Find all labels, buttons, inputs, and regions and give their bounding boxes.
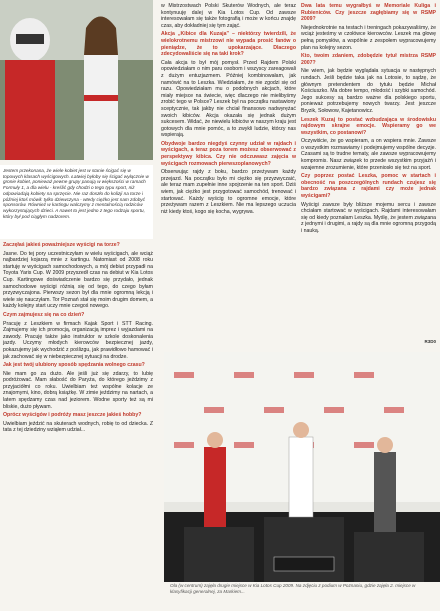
question-10: Czy poprzez postać Leszka, pomoc w startach i obecność na poszczególnych rundach czujesz się bardzo związana z rajdami czy może jednak wyścigami? [301,173,436,200]
answer-5: Cała akcja to był mój pomysł. Przed Rajdem Polski opowiedziałam o nim paru osobom i wszyscy zareagowali z dużym entuzjazmem. Później kombinowałam, jak namówić na to Leszka. Wiedziałam, że nie zgodzi się od razu. Opowiedziałam mu o podobnych akcjach, które miały miejsce na świecie, więc dlaczego nie mielibyśmy zrobić tego w Polsce? Leszek był na początku nastawiony sceptycznie, tak jakby nie chciał finansowo nadwyrężać swoich kibiców. Akcja okazała się jednak dużym sukcesem. Widać, że niewielu kibiców w naszym kraju jest gotowych dla mnie pomóc, a to zwykli ludzie, którzy nas wspierają. [161,59,296,139]
question-8: Kto, twoim zdaniem, zdobędzie tytuł mistrza RSMP 2007? [301,53,436,66]
answer-4: Uwielbiam jeździć na skuterach wodnych, robię to od dziecka. Z tata z tej dziedziny wziąłem udział... [3,420,153,434]
page-number: R3D0 [424,339,436,344]
answer-1: Jasne. Do tej pory uczestniczyłam w wielu wyścigach, ale wciąż najbardziej kojarzą mnie z kartingu. Natomiast od 2008 roku startuję w wyścigach samochodowych, a mój debiut przypadł na Toyota Yaris Cup. W 2009 przyszedł czas na debiut w Kia Lotos Cup. Kartingowe doświadczenie bardzo się przydało, jednak samochodowe wyścigi różnią się od tego, do czego byłam przyzwyczajona. Pierwszy sezon był dla mnie ogromną lekcją i wiele się nauczyłam. Tor Poznań stał się moim drugim domem, a każdy kolejny start uczy mnie czegoś nowego. [3,250,153,310]
photo-quote-caption: Jestem przekonana, że wiele kobiet jest w stanie ścigać się w topowych klasach wyścigowych. Łatwiej byłoby się ścigać wyłącznie w gronie kobiet, ponieważ pewne grupy panują w większości w ramach Formuły 1, a dla wielu - kreślić gdy chodzi o tego typu sport, niż odpowiadają kobiety na sprzęcie. Nie raz doszło do kolizji na torze i później ktoś mówił: tylko dziewczyna - wtedy ciężko jest nam zdobyć sponsorów. Również w kartingu walczymy z mentalnością rodziców wykorzystujących dzieci. A nawet to jest jedno z tego rodzaju sportu, który był pod ciągłym nadzorem. [3,168,149,219]
driver-portrait-photo [0,0,153,160]
podium-photo [164,352,440,582]
middle-text-column [161,3,296,349]
podium-photo-caption: Ola (w centrum) zajęła drugie miejsce w Kia Lotos Cup 2009. Na zdjęciu z podium w Poznaniu, gdzie zajęła 2. miejsce w klasyfikacji generalnej, za Markiem... [170,583,416,594]
question-3: Jak jest twój ulubiony sposób spędzania wolnego czasu? [3,362,145,369]
question-2: Czym zajmujesz się na co dzień? [3,311,85,318]
driver-photo-illustration [0,0,153,160]
answer-2: Pracuję z Leszkiem w firmach Kajak Sport i STT Racing. Zajmujemy się ich promocją, organizacją imprez i wyjazdami na zawody. Pracuję także jako instruktor w szkole doskonalenia jazdy. Uczymy młodych kierowców bezpiecznej jazdy, pokazujemy jak wychodzić z poślizgu, jak prawidłowo hamować i jak zachować się w niebezpiecznej sytuacji na drodze. [3,320,153,360]
question-1: Zaczęłaś jakieś poważniejsze wyścigi na torze? [3,242,120,248]
podium-illustration [164,352,440,582]
answer-6: Obserwując rajdy z boku, bardzo przeżywam każdy przejazd. Na początku było mi ciężko się przyzwyczaić, ale teraz mam zupełnie inne spojrzenie na ten sport. Dziś wiem, jak ciężko jest przygotować samochód, trenować i startować. Każdy wyścig to ogromne emocje, które przeżywam razem z Leszkiem. Nie ma lepszego uczucia niż kiedy ktoś, kogo się kocha, wygrywa. [161,169,296,215]
answer-8: Nie wiem, jak będzie wyglądała sytuacja w następnych rundach. Jeśli będzie taka jak na Lotosie, to sądzę, że głównym pretendentem do tytułu będzie Michał Kościuszko. Ma dobre tempo, młodość i szybki samochód. Jego sukcesy są bardzo ważne dla polskiego sportu, ponieważ potrzebujemy nowych twarzy. Jest jeszcze Bryzik, Sołowow, Kajetanowicz. [301,68,436,114]
right-text-column [301,3,436,339]
question-6: Obydwoje bardzo niegdyś czynny udział w rajdach i wyścigach, a teraz poza torem możesz obserwować z perspektywy kibica. Czy nie odczuwasz zajęcia w wyścigach rozmowach pierwszoplanowych? [161,140,296,167]
question-9: Leszek Kuzaj to postać wzbudzająca w środowisku rajdowym skrajne emocje. Wspieramy go we wszystkim, co postanowi? [301,116,436,136]
left-text-column [3,242,153,436]
middle-intro: w Mistrzostwach Polski Skuterów Wodnych, ale teraz kontynuuję dalej w Kia Lotos Cup. Od zawsze interesowałam się także fotografią i może w końcu znajdę czas, aby dokładniej się tym zająć. [161,3,296,29]
question-7: Dwa lata temu wygrałbyś w Memoriale Kuliga i Rubieniców. Czy jeszcze zagłębiamy się w RSMP 2009? [301,3,436,23]
answer-10: Wyścigi zawsze były bliższe mojemu sercu i zawsze chciałam startować w wyścigach. Rajdami interesowałam się od kiedy poznałam Leszka. Myślę, że jestem związana z jednymi i drugimi, a rajdy są dla mnie ogromną przygodą i nauką. [301,201,436,234]
photo-caption-box [0,165,153,239]
question-4: Oprócz wyścigów i podróży masz jeszcze jakieś hobby? [3,412,142,419]
answer-3: Nie mam go za dużo. Ale jeśli już się zdarzy, to lubię podróżować. Mam słabość do Paryża, do którego jeździmy z przyjaciółmi co roku. Uwielbiam też wspólne kolacje ze znajomymi, kino, dobrą książkę. W zimie jeździmy na nartach, a latem spędzamy czas nad jeziorem. Wodne sporty też są mi bliskie, dużo pływam. [3,370,153,410]
answer-9: Oczywiście, że go wspieram, a on wspiera mnie. Zawsze o wszystkim rozmawiamy i podejmujemy wspólne decyzje. Czasami są to trudne tematy, ale zawsze wypracowujemy kompromis. Nasz związek to przede wszystkim przyjaźń i wzajemne zrozumienie, które przeniosło się też na sport. [301,138,436,171]
answer-7: Niejednokrotnie na testach i treningach pokazywaliśmy, że wciąż jesteśmy w czołówce kierowców. Leszek ma głowę pełną pomysłów, a wspólnie z zespołem wypracowujemy plan na kolejny sezon. [301,24,436,51]
question-5: Akcja „Kibice dla Kuzaja" – niektórzy twierdzili, że wielokrotnemu mistrzowi nie wypada prosić fanów o pieniądze, że to upokarzające. Dlaczego zdecydowaliście się na taki krok? [161,31,296,58]
